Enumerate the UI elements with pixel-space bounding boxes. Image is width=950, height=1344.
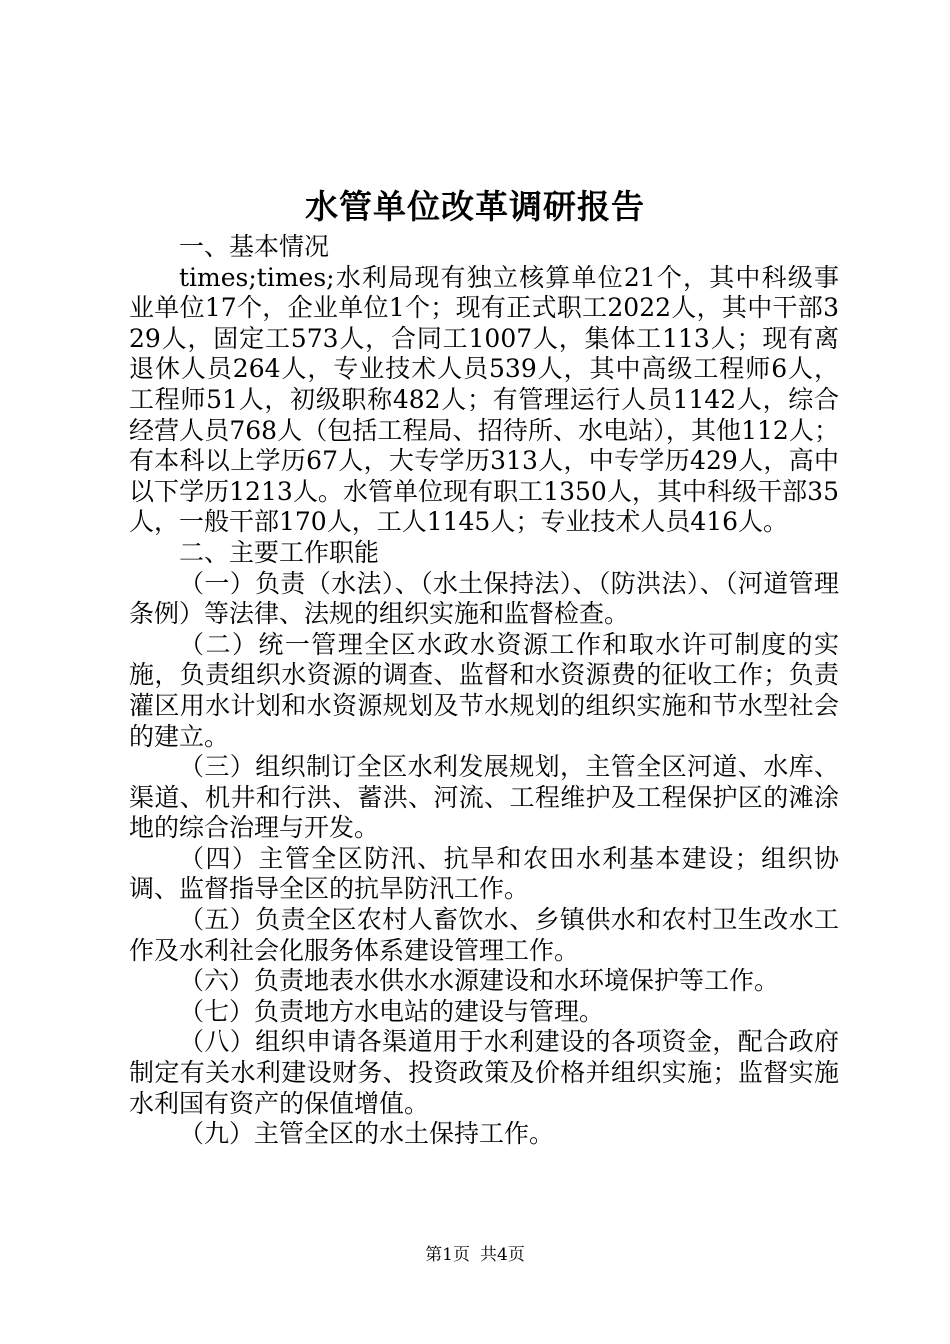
page-footer — [0, 1243, 950, 1267]
page-number: 第1页 — [425, 1245, 470, 1265]
function-item-2: （二）统一管理全区水政水资源工作和取水许可制度的实施，负责组织水资源的调查、监督和水资源费的征收工作；负责灌区用水计划和水资源规划及节水规划的组织实施和节水型社会的建立。 — [129, 629, 839, 751]
section-heading-basic-situation: 一、基本情况 — [179, 232, 330, 261]
paragraph-basic-situation: times;times;水利局现有独立核算单位21个，其中科级事业单位17个，企业单位1个；现有正式职工2022人，其中干部329人，固定工573人，合同工1007人，集体工113人；现有离退休人员264人，专业技术人员539人，其中高级工程师6人，工程师51人，初级职称482人；有管理运行人员1142人，综合经营人员768人（包括工程局、招待所、水电站），其他112人；有本科以上学历67人，大专学历313人，中专学历429人，高中以下学历1213人。水管单位现有职工1350人，其中科级干部35人，一般干部170人，工人1145人；专业技术人员416人。 — [129, 262, 839, 537]
document-title: 水管单位改革调研报告 — [305, 187, 645, 226]
function-item-9: （九）主管全区的水土保持工作。 — [179, 1119, 555, 1149]
function-item-5: （五）负责全区农村人畜饮水、乡镇供水和农村卫生改水工作及水利社会化服务体系建设管理工作。 — [129, 905, 839, 965]
function-item-4: （四）主管全区防汛、抗旱和农田水利基本建设；组织协调、监督指导全区的抗旱防汛工作。 — [129, 843, 839, 904]
function-item-6: （六）负责地表水供水水源建设和水环境保护等工作。 — [179, 966, 780, 996]
page-total: 共4页 — [480, 1245, 525, 1265]
function-item-3: （三）组织制订全区水利发展规划，主管全区河道、水库、渠道、机井和行洪、蓄洪、河流、工程维护及工程保护区的滩涂地的综合治理与开发。 — [129, 752, 839, 843]
function-item-7: （七）负责地方水电站的建设与管理。 — [179, 996, 605, 1026]
document-body — [129, 232, 839, 1150]
function-item-8: （八）组织申请各渠道用于水利建设的各项资金，配合政府制定有关水利建设财务、投资政策及价格并组织实施；监督实施水利国有资产的保值增值。 — [129, 1027, 839, 1118]
function-item-1: （一）负责（水法）、（水土保持法）、（防洪法）、（河道管理条例）等法律、法规的组织实施和监督检查。 — [129, 568, 839, 629]
section-heading-main-functions: 二、主要工作职能 — [179, 537, 380, 567]
